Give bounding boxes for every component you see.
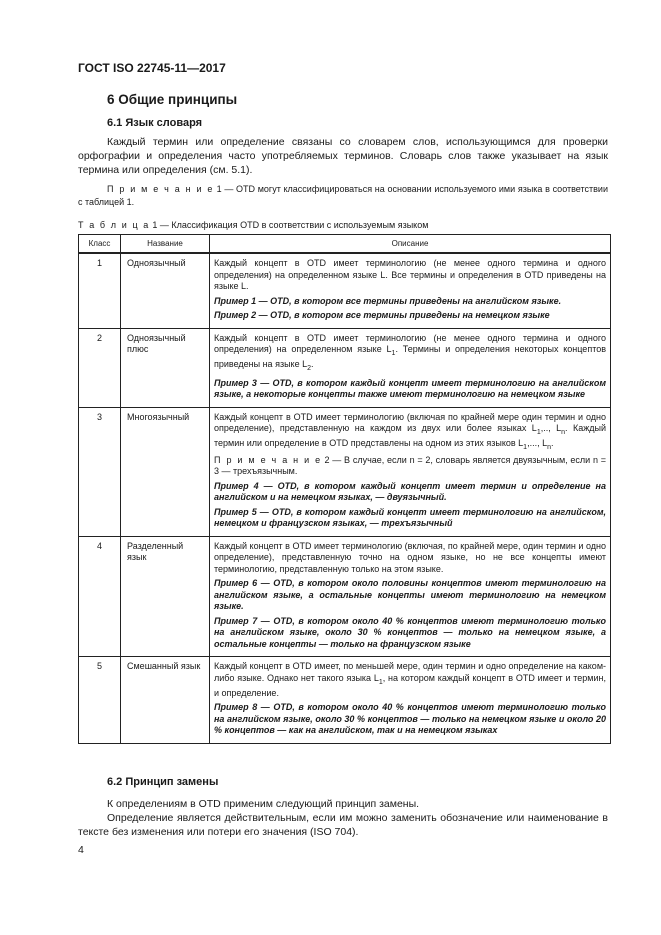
table-caption xyxy=(78,220,428,230)
paragraph-substitution-2: Определение является действительным, если им можно заменить обозначение или наименование в тексте без изменения или потери его значения (ISO 704). xyxy=(78,812,608,838)
example-7: Пример 7 — OTD, в котором около 40 % концептов имеют терминологию только на английском языке, около 30 % концептов — только на немецком языке, а остальные концепты — только на французском языке xyxy=(214,615,606,649)
header-description: Описание xyxy=(210,235,611,254)
description-cell xyxy=(210,657,611,744)
subscript: 1 xyxy=(391,349,396,357)
description-cell xyxy=(210,328,611,407)
desc-part: ,..., L xyxy=(527,438,548,449)
table-header-row xyxy=(79,235,611,254)
description-text: Каждый концепт в OTD имеет терминологию (не менее одного термина и одного определения) на определенном языке L. Все термины и определения в OTD приведены на языке L. xyxy=(214,258,606,291)
otd-classification-table xyxy=(78,234,611,744)
page-number: 4 xyxy=(78,844,84,856)
subscript: 2 xyxy=(307,365,311,373)
description-cell xyxy=(210,253,611,328)
example-4: Пример 4 — OTD, в котором каждый концепт имеет термин и определение на английском и на немецком языках, — двуязычный. xyxy=(214,480,606,503)
table-row xyxy=(79,328,611,407)
name-cell: Смешанный язык xyxy=(121,657,210,744)
note-text: 2 — В случае, если n = 2, словарь является двуязычным, если n = 3 — трехъязычным. xyxy=(214,454,606,477)
desc-part: Каждый концепт в OTD имеет терминологию (включая по крайней мере один термин и одно определение), представленную на каждом из двух или более языках L xyxy=(214,411,606,434)
description-text: Каждый концепт в OTD имеет терминологию (включая по крайней мере один термин и одно определение), представленную на каждом из двух или более языках $L_1$,.., $L_n$. Каждый термин или определение в OTD представлены на одном из этих языков $L_1$,..., $L_n$. xyxy=(214,411,606,452)
subscript: 1 xyxy=(378,678,383,686)
document-header: ГОСТ ISO 22745-11—2017 xyxy=(78,61,226,75)
name-cell: Одноязычный xyxy=(121,253,210,328)
class-cell: 2 xyxy=(79,328,121,407)
table-row xyxy=(79,657,611,744)
desc-part: Каждый концепт в OTD имеет терминологию (не менее одного термина и одного определения) на определенном языке L xyxy=(214,332,606,354)
note-label: П р и м е ч а н и е xyxy=(214,454,322,465)
subscript: n xyxy=(561,428,566,436)
desc-part: Каждый концепт в OTD имеет, по меньшей мере, один термин и одно определение на каком-либо языке. Однако нет такого языка L xyxy=(214,661,606,683)
subscript: n xyxy=(547,444,551,452)
subsection-title-6-1: 6.1 Язык словаря xyxy=(107,117,203,129)
subscript: 1 xyxy=(523,444,528,452)
header-class: Класс xyxy=(79,235,121,254)
example-1: Пример 1 — OTD, в котором все термины приведены на английском языке. xyxy=(214,295,562,306)
description-cell xyxy=(210,407,611,536)
class-cell: 3 xyxy=(79,407,121,536)
table-caption-text: 1 — Классификация OTD в соответствии с используемым языком xyxy=(152,220,429,230)
name-cell: Разделенный язык xyxy=(121,536,210,657)
header-name: Название xyxy=(121,235,210,254)
class-cell: 1 xyxy=(79,253,121,328)
table-row xyxy=(79,536,611,657)
description-text: Каждый концепт в OTD имеет терминологию (не менее одного термина и одного определения) на определенном языке $L_1$. Термины и определения некоторых концептов приведены на языке $L_2$. xyxy=(214,332,606,373)
example-8: Пример 8 — OTD, в котором около 40 % концептов имеют терминологию только на английском языке, около 30 % концептов — только на немецком языке и около 20 % концептов — как на английском, так и на немецком языках xyxy=(214,702,606,736)
note-text: 1 — OTD могут классифицироваться на основании используемого ими языка в соответствии с таблицей 1. xyxy=(78,184,608,207)
class-cell: 4 xyxy=(79,536,121,657)
description-cell xyxy=(210,536,611,657)
example-2: Пример 2 — OTD, в котором все термины приведены на немецком языке xyxy=(214,310,550,320)
example-6: Пример 6 — OTD, в котором около половины концептов имеют терминологию на английском языке, а остальные концепты имеют терминологию на немецком языке. xyxy=(214,578,606,612)
desc-part: . Каждый термин или определение в OTD представлены на одном из этих языков L xyxy=(214,423,606,449)
desc-part: ,.., L xyxy=(540,423,562,434)
paragraph-substitution-1: К определениям в OTD применим следующий принцип замены. xyxy=(107,798,420,810)
description-text: Каждый концепт в OTD имеет терминологию (включая, по крайней мере, один термин и одно определение), представленную точно на одном языке, но не все концепты имеют терминологию, представленную только на этом языке. xyxy=(214,540,606,574)
table-caption-label: Т а б л и ц а xyxy=(78,220,150,230)
note-1 xyxy=(78,183,608,208)
section-title: 6 Общие принципы xyxy=(107,92,238,107)
example-3: Пример 3 — OTD, в котором каждый концепт имеет терминологию на английском языке, а некоторые концепты также имеют терминологию на немецком языке xyxy=(214,377,606,400)
desc-part: . Термины и определения некоторых концептов приведены на языке L xyxy=(214,344,606,370)
name-cell: Многоязычный xyxy=(121,407,210,536)
subsection-title-6-2: 6.2 Принцип замены xyxy=(107,776,219,788)
table-row xyxy=(79,253,611,328)
note-label: П р и м е ч а н и е xyxy=(107,184,214,194)
subscript: 1 xyxy=(536,428,541,436)
class-cell: 5 xyxy=(79,657,121,744)
name-cell: Одноязычный плюс xyxy=(121,328,210,407)
desc-part: , на котором каждый концепт в OTD имеет и термин, и определение. xyxy=(214,672,606,698)
example-5: Пример 5 — OTD, в котором каждый концепт имеет терминологию на английском, немецком и французском языках, — трехъязычный xyxy=(214,506,606,529)
paragraph-language-dictionary: Каждый термин или определение связаны со словарем слов, использующимся для проверки орфографии и определения часто употребляемых терминов. Словарь слов также указывает на язык термина или определения (см. 5.1). xyxy=(78,136,608,176)
table-row xyxy=(79,407,611,536)
table-note-2 xyxy=(214,455,606,478)
description-text xyxy=(214,661,606,699)
